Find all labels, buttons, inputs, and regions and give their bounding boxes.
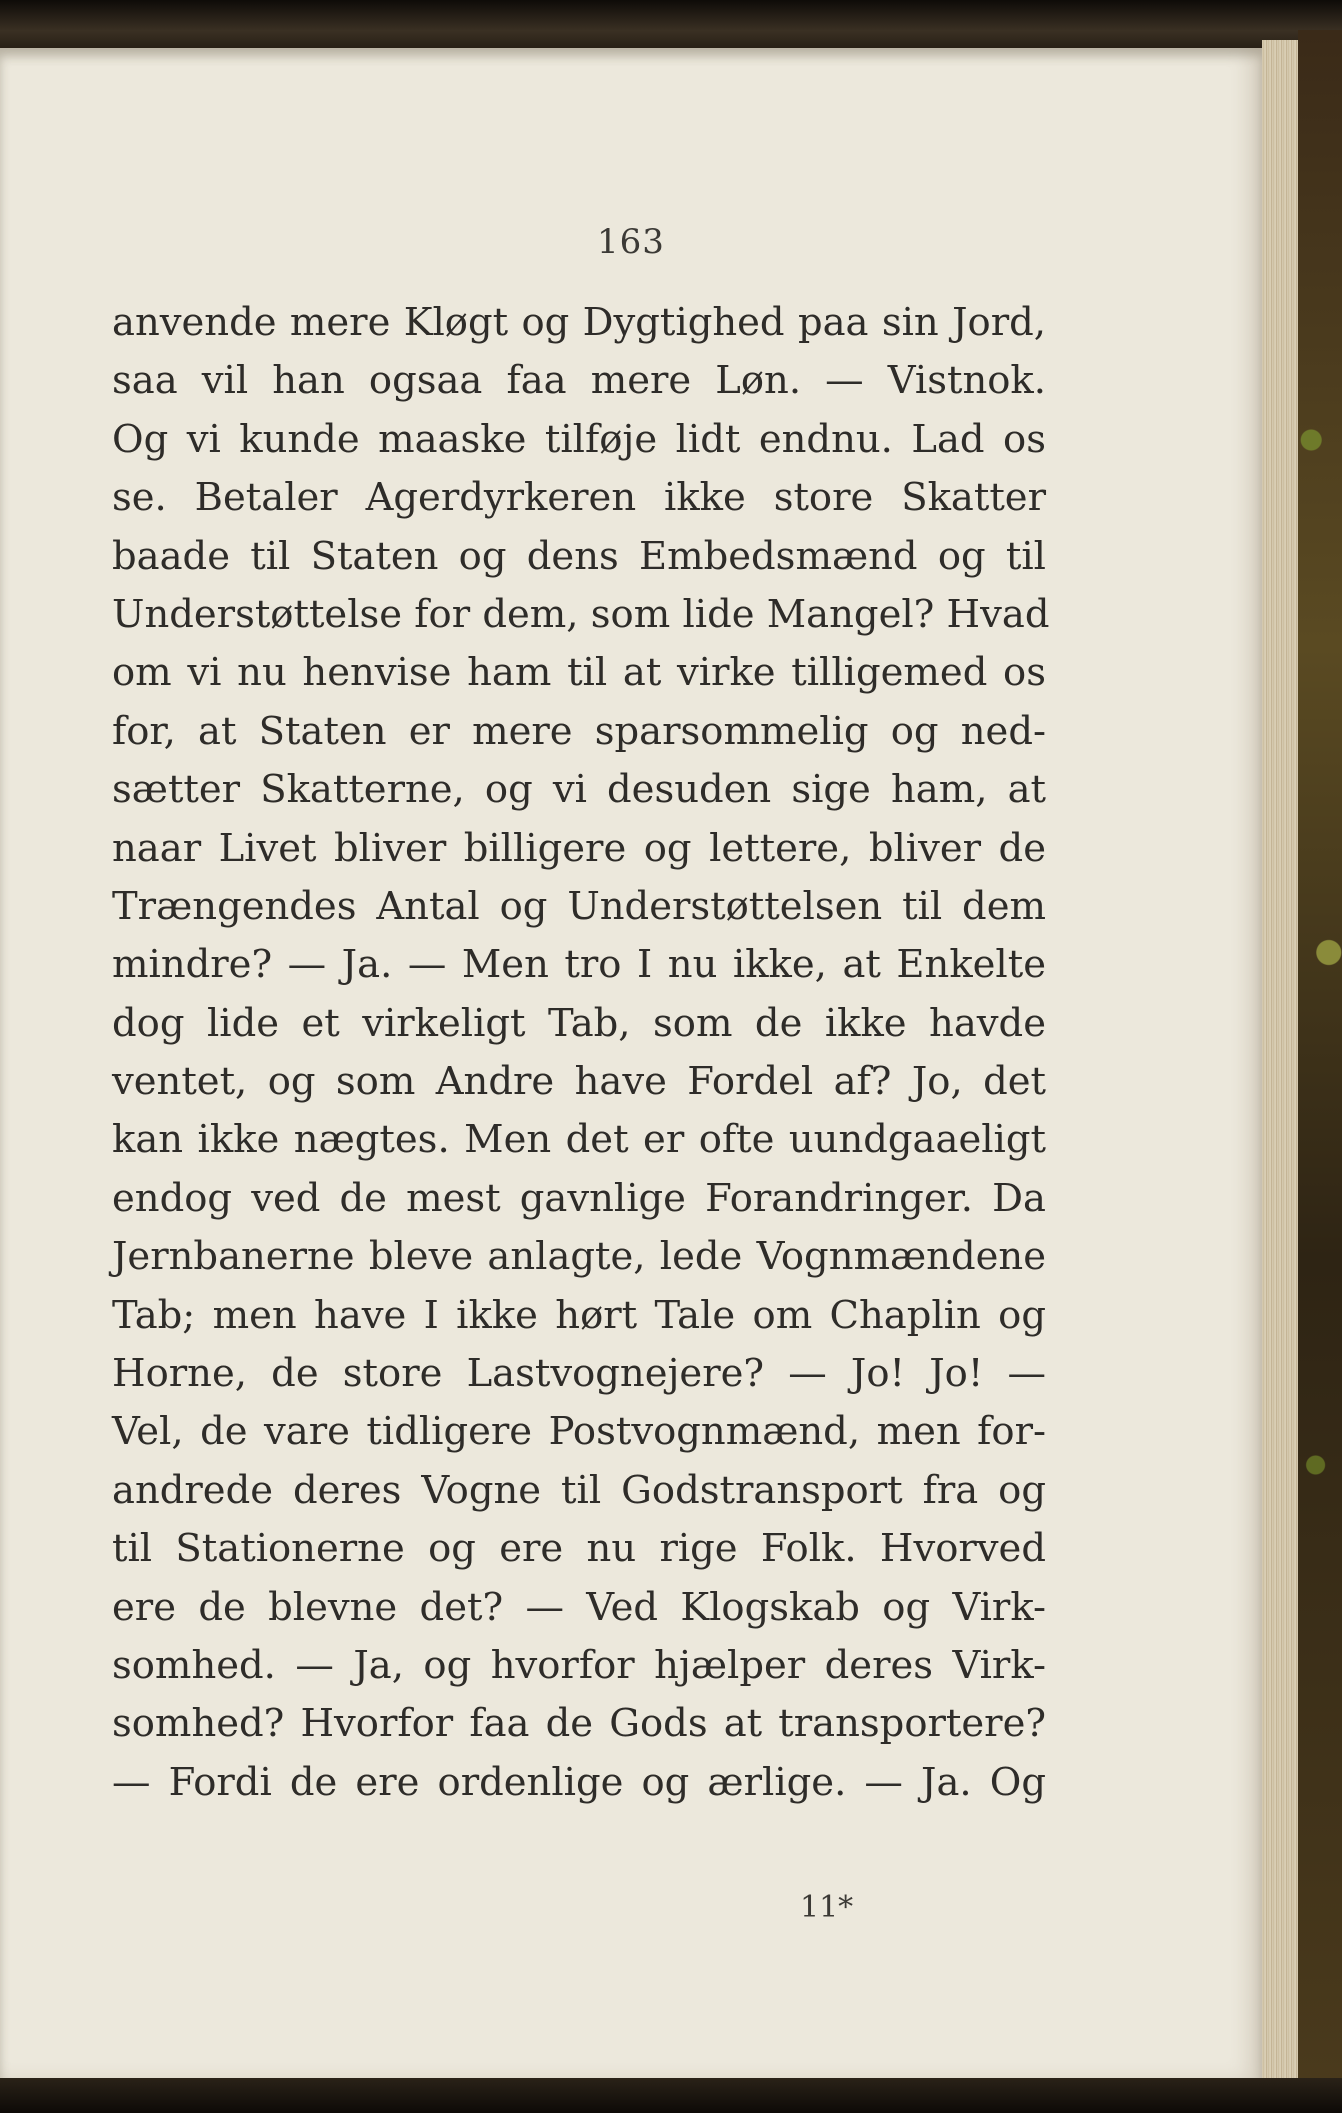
text-line: endog ved de mest gavnlige Forandringer. Da <box>112 1175 1046 1221</box>
text-line: om vi nu henvise ham til at virke tilligemed os <box>112 650 1046 696</box>
text-line: sætter Skatterne, og vi desuden sige ham, at <box>112 767 1046 813</box>
text-line: baade til Staten og dens Embedsmænd og til <box>112 533 1046 579</box>
text-line: — Fordi de ere ordenlige og ærlige. — Ja. Og <box>112 1759 1046 1805</box>
text-line: somhed? Hvorfor faa de Gods at transportere? <box>112 1701 1046 1747</box>
text-line: somhed. — Ja, og hvorfor hjælper deres Virk- <box>112 1642 1046 1688</box>
text-line: mindre? — Ja. — Men tro I nu ikke, at Enkelte <box>112 942 1046 988</box>
text-line: for, at Staten er mere sparsommelig og ned- <box>112 708 1046 754</box>
text-line: dog lide et virkeligt Tab, som de ikke havde <box>112 1000 1046 1046</box>
text-line: ventet, og som Andre have Fordel af? Jo, det <box>112 1059 1046 1105</box>
text-line: naar Livet bliver billigere og lettere, bliver de <box>112 825 1046 871</box>
book-bottom-edge <box>0 2078 1342 2113</box>
text-line: Vel, de vare tidligere Postvognmænd, men for- <box>112 1409 1046 1455</box>
text-line: se. Betaler Agerdyrkeren ikke store Skatter <box>112 475 1046 521</box>
page-fore-edge <box>1262 40 1298 2080</box>
text-line: ere de blevne det? — Ved Klogskab og Virk- <box>112 1584 1046 1630</box>
body-text <box>112 294 1050 1812</box>
text-line: saa vil han ogsaa faa mere Løn. — Vistnok. <box>112 358 1046 404</box>
book-binding <box>1298 30 1342 2080</box>
text-line: Understøttelse for dem, som lide Mangel? Hvad <box>112 591 1050 637</box>
text-line: Horne, de store Lastvognejere? — Jo! Jo! — <box>112 1351 1046 1397</box>
text-line: Tab; men have I ikke hørt Tale om Chaplin og <box>112 1292 1046 1338</box>
text-line: andrede deres Vogne til Godstransport fra og <box>112 1467 1046 1513</box>
page-number: 163 <box>597 222 665 262</box>
text-line: til Stationerne og ere nu rige Folk. Hvorved <box>112 1526 1046 1572</box>
signature-mark: 11* <box>800 1890 854 1925</box>
text-line: anvende mere Kløgt og Dygtighed paa sin Jord, <box>112 300 1046 345</box>
text-line: Jernbanerne bleve anlagte, lede Vognmændene <box>112 1234 1046 1280</box>
text-line: Trængendes Antal og Understøttelsen til dem <box>112 883 1046 929</box>
text-line: Og vi kunde maaske tilføje lidt endnu. Lad os <box>112 416 1046 462</box>
text-line: kan ikke nægtes. Men det er ofte uundgaaeligt <box>112 1117 1046 1163</box>
